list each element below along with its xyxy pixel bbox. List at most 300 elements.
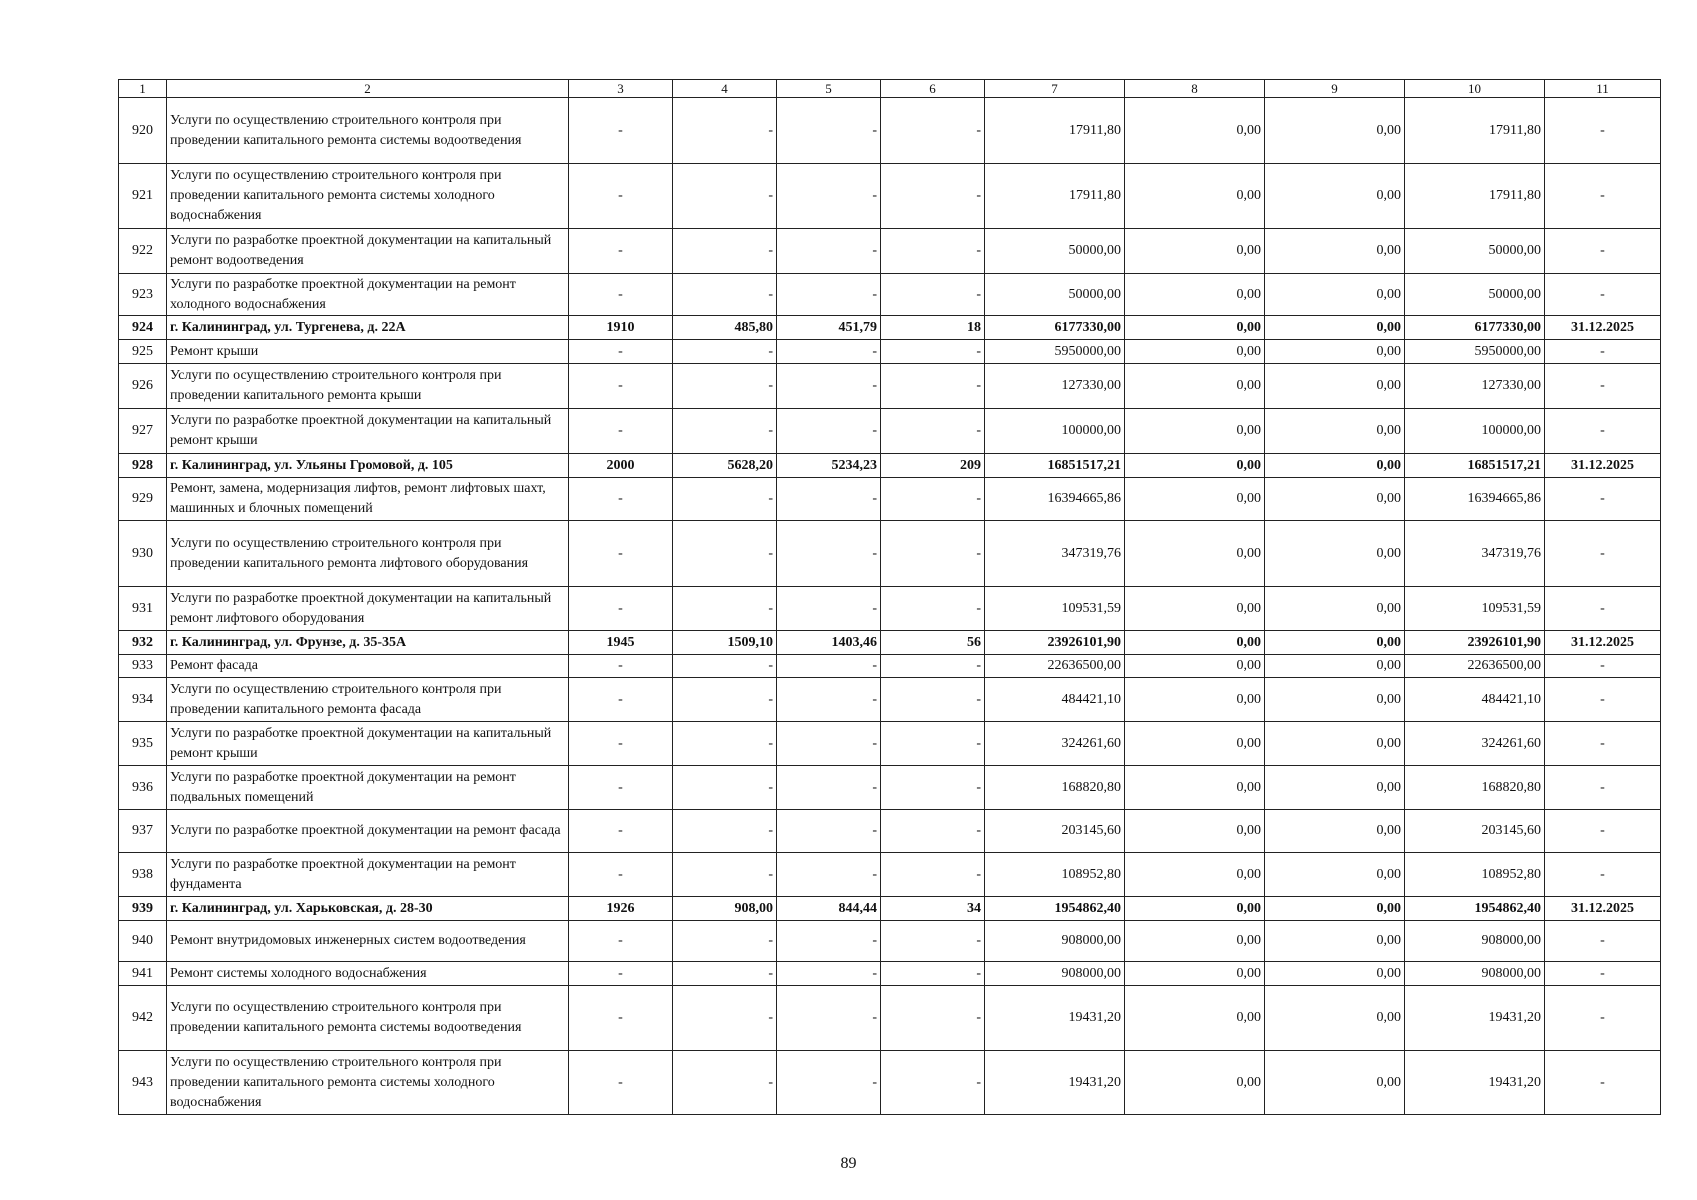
- table-cell: 0,00: [1265, 274, 1405, 316]
- table-cell: -: [881, 921, 985, 962]
- table-cell: 168820,80: [985, 766, 1125, 810]
- table-cell: 0,00: [1265, 962, 1405, 986]
- table-cell: 347319,76: [1405, 521, 1545, 587]
- table-cell: -: [881, 810, 985, 853]
- document-sheet: [118, 79, 1660, 1115]
- table-cell: -: [881, 1051, 985, 1115]
- table-cell: 940: [119, 921, 167, 962]
- table-row: [119, 409, 1661, 454]
- table-cell: 0,00: [1125, 340, 1265, 364]
- table-row: [119, 1051, 1661, 1115]
- table-cell: Услуги по разработке проектной документации на капитальный ремонт водоотведения: [167, 229, 569, 274]
- table-cell: -: [881, 678, 985, 722]
- table-cell: -: [1545, 962, 1661, 986]
- table-row: [119, 962, 1661, 986]
- column-number-header: [119, 80, 1661, 98]
- table-cell: 5950000,00: [985, 340, 1125, 364]
- table-cell: 0,00: [1265, 897, 1405, 921]
- table-row: [119, 274, 1661, 316]
- table-cell: 50000,00: [1405, 229, 1545, 274]
- table-cell: -: [777, 986, 881, 1051]
- table-cell: 109531,59: [985, 587, 1125, 631]
- table-cell: -: [569, 1051, 673, 1115]
- table-cell: 925: [119, 340, 167, 364]
- table-cell: -: [673, 521, 777, 587]
- table-cell: -: [777, 587, 881, 631]
- table-row: [119, 853, 1661, 897]
- header-cell: 2: [167, 80, 569, 98]
- table-cell: -: [673, 986, 777, 1051]
- table-cell: -: [881, 587, 985, 631]
- table-cell: -: [1545, 274, 1661, 316]
- table-cell: 209: [881, 454, 985, 478]
- table-cell: 0,00: [1265, 478, 1405, 521]
- table-cell: 931: [119, 587, 167, 631]
- table-cell: 31.12.2025: [1545, 454, 1661, 478]
- table-cell: 908000,00: [985, 921, 1125, 962]
- table-cell: -: [1545, 1051, 1661, 1115]
- table-cell: 484421,10: [985, 678, 1125, 722]
- table-cell: -: [569, 722, 673, 766]
- table-cell: Ремонт системы холодного водоснабжения: [167, 962, 569, 986]
- table-cell: 0,00: [1265, 229, 1405, 274]
- table-cell: -: [1545, 853, 1661, 897]
- table-cell: -: [777, 521, 881, 587]
- table-cell: 19431,20: [1405, 1051, 1545, 1115]
- table-cell: Услуги по осуществлению строительного контроля при проведении капитального ремонта системы холодного водоснабжения: [167, 164, 569, 229]
- table-cell: г. Калининград, ул. Фрунзе, д. 35-35А: [167, 631, 569, 655]
- table-cell: -: [1545, 766, 1661, 810]
- table-cell: 16394665,86: [985, 478, 1125, 521]
- table-cell: 31.12.2025: [1545, 897, 1661, 921]
- table-cell: 929: [119, 478, 167, 521]
- table-cell: -: [881, 164, 985, 229]
- table-cell: -: [673, 587, 777, 631]
- table-cell: -: [673, 921, 777, 962]
- table-row: [119, 364, 1661, 409]
- table-cell: -: [1545, 340, 1661, 364]
- header-cell: 8: [1125, 80, 1265, 98]
- table-cell: -: [673, 853, 777, 897]
- table-cell: -: [1545, 478, 1661, 521]
- table-cell: -: [1545, 229, 1661, 274]
- table-cell: 908000,00: [1405, 921, 1545, 962]
- table-cell: -: [881, 722, 985, 766]
- header-cell: 7: [985, 80, 1125, 98]
- table-cell: г. Калининград, ул. Ульяны Громовой, д. 105: [167, 454, 569, 478]
- table-row: [119, 766, 1661, 810]
- header-cell: 4: [673, 80, 777, 98]
- table-cell: 1910: [569, 316, 673, 340]
- table-cell: 0,00: [1125, 521, 1265, 587]
- table-cell: 937: [119, 810, 167, 853]
- table-cell: 0,00: [1265, 766, 1405, 810]
- table-cell: 926: [119, 364, 167, 409]
- table-cell: 0,00: [1125, 722, 1265, 766]
- table-cell: Услуги по осуществлению строительного контроля при проведении капитального ремонта лифтового оборудования: [167, 521, 569, 587]
- table-cell: 921: [119, 164, 167, 229]
- table-cell: 56: [881, 631, 985, 655]
- table-cell: 0,00: [1125, 962, 1265, 986]
- table-cell: -: [673, 810, 777, 853]
- table-cell: 1509,10: [673, 631, 777, 655]
- table-cell: 5950000,00: [1405, 340, 1545, 364]
- table-cell: -: [569, 766, 673, 810]
- table-cell: 16851517,21: [985, 454, 1125, 478]
- table-cell: 19431,20: [1405, 986, 1545, 1051]
- table-row-address: [119, 316, 1661, 340]
- table-cell: 168820,80: [1405, 766, 1545, 810]
- table-cell: -: [569, 921, 673, 962]
- table-cell: -: [569, 409, 673, 454]
- table-cell: 1926: [569, 897, 673, 921]
- table-cell: -: [673, 766, 777, 810]
- table-cell: 109531,59: [1405, 587, 1545, 631]
- table-cell: 941: [119, 962, 167, 986]
- table-cell: 347319,76: [985, 521, 1125, 587]
- table-cell: Услуги по разработке проектной документации на ремонт подвальных помещений: [167, 766, 569, 810]
- capital-repair-table: [118, 79, 1661, 1115]
- table-cell: 0,00: [1125, 98, 1265, 164]
- table-cell: -: [881, 364, 985, 409]
- table-cell: 908000,00: [985, 962, 1125, 986]
- table-cell: 0,00: [1125, 678, 1265, 722]
- table-cell: -: [1545, 521, 1661, 587]
- table-cell: 34: [881, 897, 985, 921]
- table-row-address: [119, 897, 1661, 921]
- table-cell: 18: [881, 316, 985, 340]
- table-cell: 451,79: [777, 316, 881, 340]
- table-cell: -: [881, 409, 985, 454]
- table-cell: 22636500,00: [1405, 655, 1545, 678]
- table-cell: 934: [119, 678, 167, 722]
- page-number: 89: [840, 1155, 857, 1172]
- table-cell: Услуги по осуществлению строительного контроля при проведении капитального ремонта системы холодного водоснабжения: [167, 1051, 569, 1115]
- table-cell: -: [881, 766, 985, 810]
- table-cell: 0,00: [1265, 655, 1405, 678]
- table-cell: 0,00: [1265, 810, 1405, 853]
- table-cell: -: [1545, 164, 1661, 229]
- table-cell: 17911,80: [1405, 98, 1545, 164]
- table-cell: 0,00: [1265, 340, 1405, 364]
- table-cell: Услуги по разработке проектной документации на ремонт фасада: [167, 810, 569, 853]
- table-cell: -: [569, 478, 673, 521]
- table-cell: 484421,10: [1405, 678, 1545, 722]
- table-cell: 0,00: [1125, 316, 1265, 340]
- table-cell: Услуги по осуществлению строительного контроля при проведении капитального ремонта крыши: [167, 364, 569, 409]
- table-cell: 203145,60: [1405, 810, 1545, 853]
- table-cell: -: [777, 229, 881, 274]
- table-cell: -: [777, 921, 881, 962]
- table-cell: -: [777, 678, 881, 722]
- table-cell: 0,00: [1265, 722, 1405, 766]
- table-cell: 0,00: [1125, 810, 1265, 853]
- table-cell: 2000: [569, 454, 673, 478]
- table-cell: г. Калининград, ул. Харьковская, д. 28-30: [167, 897, 569, 921]
- table-cell: 17911,80: [1405, 164, 1545, 229]
- table-cell: 324261,60: [1405, 722, 1545, 766]
- table-cell: -: [673, 409, 777, 454]
- table-cell: 5234,23: [777, 454, 881, 478]
- table-cell: -: [777, 766, 881, 810]
- table-cell: 100000,00: [1405, 409, 1545, 454]
- table-cell: -: [777, 478, 881, 521]
- table-cell: 108952,80: [1405, 853, 1545, 897]
- table-cell: -: [1545, 364, 1661, 409]
- table-cell: -: [673, 98, 777, 164]
- table-cell: -: [569, 229, 673, 274]
- table-cell: -: [777, 1051, 881, 1115]
- table-cell: -: [1545, 810, 1661, 853]
- table-cell: 0,00: [1125, 409, 1265, 454]
- table-cell: Услуги по осуществлению строительного контроля при проведении капитального ремонта системы водоотведения: [167, 98, 569, 164]
- table-cell: 1954862,40: [985, 897, 1125, 921]
- table-cell: 6177330,00: [985, 316, 1125, 340]
- header-cell: 5: [777, 80, 881, 98]
- table-cell: 108952,80: [985, 853, 1125, 897]
- table-cell: 0,00: [1125, 274, 1265, 316]
- table-cell: 1403,46: [777, 631, 881, 655]
- table-cell: 16851517,21: [1405, 454, 1545, 478]
- table-cell: -: [673, 274, 777, 316]
- table-cell: 933: [119, 655, 167, 678]
- table-cell: 0,00: [1125, 766, 1265, 810]
- table-cell: -: [1545, 921, 1661, 962]
- table-body: [119, 80, 1661, 1115]
- table-cell: -: [569, 678, 673, 722]
- table-cell: 50000,00: [985, 229, 1125, 274]
- table-cell: 0,00: [1265, 521, 1405, 587]
- table-cell: -: [569, 98, 673, 164]
- table-cell: -: [673, 340, 777, 364]
- table-row: [119, 164, 1661, 229]
- table-cell: г. Калининград, ул. Тургенева, д. 22А: [167, 316, 569, 340]
- table-row: [119, 810, 1661, 853]
- table-cell: -: [673, 678, 777, 722]
- table-cell: 127330,00: [985, 364, 1125, 409]
- table-cell: 23926101,90: [985, 631, 1125, 655]
- header-cell: 3: [569, 80, 673, 98]
- table-cell: Услуги по разработке проектной документации на капитальный ремонт крыши: [167, 722, 569, 766]
- table-cell: -: [1545, 722, 1661, 766]
- table-cell: 19431,20: [985, 986, 1125, 1051]
- table-cell: -: [777, 722, 881, 766]
- table-row: [119, 921, 1661, 962]
- header-cell: 6: [881, 80, 985, 98]
- table-cell: 922: [119, 229, 167, 274]
- table-cell: 938: [119, 853, 167, 897]
- table-cell: -: [673, 1051, 777, 1115]
- table-cell: -: [569, 587, 673, 631]
- table-cell: -: [569, 655, 673, 678]
- table-cell: Ремонт фасада: [167, 655, 569, 678]
- table-cell: 0,00: [1125, 1051, 1265, 1115]
- table-cell: -: [1545, 587, 1661, 631]
- table-cell: 31.12.2025: [1545, 631, 1661, 655]
- table-cell: 5628,20: [673, 454, 777, 478]
- table-cell: 324261,60: [985, 722, 1125, 766]
- table-cell: 0,00: [1265, 986, 1405, 1051]
- table-cell: 0,00: [1125, 921, 1265, 962]
- table-row: [119, 229, 1661, 274]
- table-cell: 0,00: [1125, 853, 1265, 897]
- table-row: [119, 340, 1661, 364]
- table-cell: 1945: [569, 631, 673, 655]
- table-cell: 935: [119, 722, 167, 766]
- table-cell: 0,00: [1265, 631, 1405, 655]
- table-cell: 0,00: [1265, 316, 1405, 340]
- table-cell: Услуги по разработке проектной документации на ремонт фундамента: [167, 853, 569, 897]
- table-cell: 31.12.2025: [1545, 316, 1661, 340]
- table-cell: -: [569, 521, 673, 587]
- table-row: [119, 986, 1661, 1051]
- table-cell: -: [569, 962, 673, 986]
- table-cell: -: [1545, 98, 1661, 164]
- table-cell: -: [777, 962, 881, 986]
- table-cell: 943: [119, 1051, 167, 1115]
- table-cell: -: [881, 853, 985, 897]
- table-cell: 0,00: [1125, 631, 1265, 655]
- table-cell: -: [777, 274, 881, 316]
- table-cell: 1954862,40: [1405, 897, 1545, 921]
- table-row: [119, 478, 1661, 521]
- table-cell: -: [673, 722, 777, 766]
- table-cell: -: [881, 521, 985, 587]
- table-cell: 6177330,00: [1405, 316, 1545, 340]
- table-cell: 0,00: [1265, 921, 1405, 962]
- table-cell: -: [777, 655, 881, 678]
- table-row: [119, 521, 1661, 587]
- table-cell: Услуги по разработке проектной документации на капитальный ремонт лифтового оборудования: [167, 587, 569, 631]
- table-cell: -: [777, 409, 881, 454]
- table-cell: 844,44: [777, 897, 881, 921]
- table-cell: -: [881, 98, 985, 164]
- table-cell: 0,00: [1125, 478, 1265, 521]
- table-cell: 0,00: [1125, 897, 1265, 921]
- table-cell: 0,00: [1265, 587, 1405, 631]
- table-cell: -: [777, 364, 881, 409]
- header-cell: 9: [1265, 80, 1405, 98]
- table-cell: -: [673, 962, 777, 986]
- table-cell: -: [569, 274, 673, 316]
- table-cell: -: [673, 478, 777, 521]
- table-cell: 203145,60: [985, 810, 1125, 853]
- table-cell: 0,00: [1125, 364, 1265, 409]
- table-cell: 19431,20: [985, 1051, 1125, 1115]
- table-row: [119, 587, 1661, 631]
- table-row: [119, 655, 1661, 678]
- table-cell: -: [881, 962, 985, 986]
- table-cell: 0,00: [1125, 986, 1265, 1051]
- table-row: [119, 722, 1661, 766]
- table-row: [119, 678, 1661, 722]
- table-cell: 0,00: [1265, 454, 1405, 478]
- table-cell: 927: [119, 409, 167, 454]
- table-cell: 0,00: [1265, 98, 1405, 164]
- table-cell: 0,00: [1265, 364, 1405, 409]
- table-cell: 908000,00: [1405, 962, 1545, 986]
- table-cell: -: [1545, 678, 1661, 722]
- table-cell: Ремонт, замена, модернизация лифтов, ремонт лифтовых шахт, машинных и блочных помещений: [167, 478, 569, 521]
- table-cell: 928: [119, 454, 167, 478]
- table-cell: 0,00: [1265, 409, 1405, 454]
- table-cell: 50000,00: [985, 274, 1125, 316]
- table-cell: Услуги по разработке проектной документации на капитальный ремонт крыши: [167, 409, 569, 454]
- table-cell: 485,80: [673, 316, 777, 340]
- table-cell: -: [569, 986, 673, 1051]
- header-cell: 10: [1405, 80, 1545, 98]
- table-cell: -: [673, 229, 777, 274]
- table-cell: -: [1545, 986, 1661, 1051]
- table-cell: 0,00: [1125, 454, 1265, 478]
- table-cell: 0,00: [1265, 678, 1405, 722]
- table-row: [119, 98, 1661, 164]
- table-cell: -: [881, 340, 985, 364]
- table-cell: 0,00: [1125, 229, 1265, 274]
- table-cell: -: [673, 364, 777, 409]
- table-cell: 932: [119, 631, 167, 655]
- table-cell: 23926101,90: [1405, 631, 1545, 655]
- table-cell: -: [881, 986, 985, 1051]
- table-cell: 50000,00: [1405, 274, 1545, 316]
- table-cell: 127330,00: [1405, 364, 1545, 409]
- table-cell: 22636500,00: [985, 655, 1125, 678]
- table-cell: -: [1545, 655, 1661, 678]
- table-cell: 0,00: [1125, 164, 1265, 229]
- table-cell: -: [777, 164, 881, 229]
- table-cell: 908,00: [673, 897, 777, 921]
- table-cell: -: [881, 655, 985, 678]
- header-cell: 1: [119, 80, 167, 98]
- table-cell: -: [673, 655, 777, 678]
- table-cell: -: [881, 229, 985, 274]
- table-cell: Ремонт крыши: [167, 340, 569, 364]
- table-cell: 0,00: [1265, 164, 1405, 229]
- table-row-address: [119, 631, 1661, 655]
- table-cell: 920: [119, 98, 167, 164]
- table-cell: -: [1545, 409, 1661, 454]
- header-cell: 11: [1545, 80, 1661, 98]
- table-row-address: [119, 454, 1661, 478]
- table-cell: -: [569, 810, 673, 853]
- table-cell: 0,00: [1265, 1051, 1405, 1115]
- table-cell: Услуги по осуществлению строительного контроля при проведении капитального ремонта фасада: [167, 678, 569, 722]
- table-cell: 930: [119, 521, 167, 587]
- table-cell: -: [777, 340, 881, 364]
- table-cell: -: [881, 478, 985, 521]
- table-cell: -: [569, 340, 673, 364]
- table-cell: 0,00: [1125, 587, 1265, 631]
- table-cell: 942: [119, 986, 167, 1051]
- table-cell: 16394665,86: [1405, 478, 1545, 521]
- table-cell: -: [569, 164, 673, 229]
- table-cell: 0,00: [1265, 853, 1405, 897]
- table-cell: -: [881, 274, 985, 316]
- table-cell: Услуги по осуществлению строительного контроля при проведении капитального ремонта системы водоотведения: [167, 986, 569, 1051]
- table-cell: Ремонт внутридомовых инженерных систем водоотведения: [167, 921, 569, 962]
- table-cell: -: [673, 164, 777, 229]
- table-cell: 924: [119, 316, 167, 340]
- table-cell: 17911,80: [985, 98, 1125, 164]
- table-cell: 936: [119, 766, 167, 810]
- table-cell: 939: [119, 897, 167, 921]
- table-cell: Услуги по разработке проектной документации на ремонт холодного водоснабжения: [167, 274, 569, 316]
- table-cell: -: [777, 98, 881, 164]
- table-cell: -: [569, 853, 673, 897]
- table-cell: -: [569, 364, 673, 409]
- table-cell: 0,00: [1125, 655, 1265, 678]
- table-cell: 923: [119, 274, 167, 316]
